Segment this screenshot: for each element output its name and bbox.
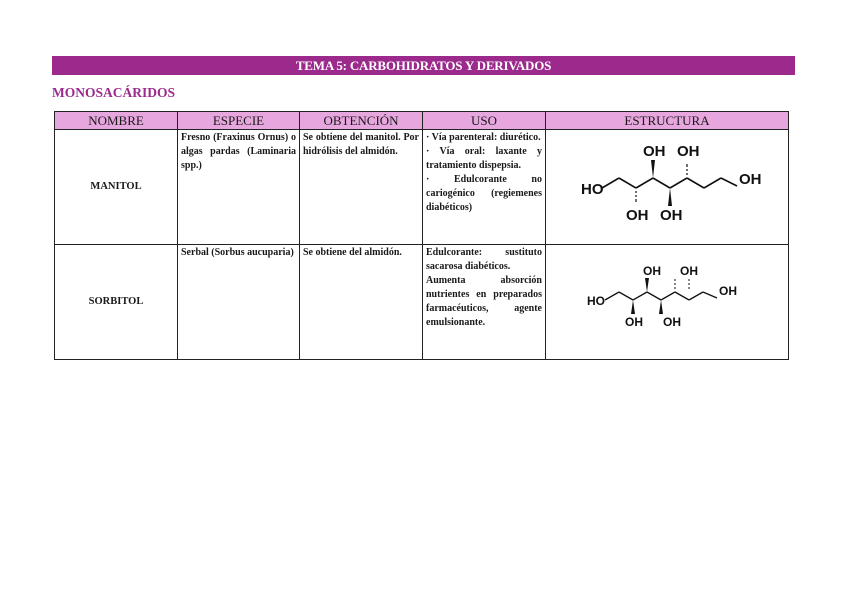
species-cell: Fresno (Fraxinus Ornus) o algas pardas (Laminaria spp.) [178, 130, 300, 245]
structure-label: OH [677, 142, 700, 160]
structure-label: OH [643, 142, 666, 160]
section-heading: MONOSACÁRIDOS [52, 85, 176, 100]
structure-label: OH [625, 314, 643, 329]
structure-label: OH [660, 206, 683, 224]
structure-label: HO [581, 180, 604, 198]
column-header-estructura: ESTRUCTURA [546, 112, 789, 130]
table-row [55, 130, 789, 245]
monosaccharides-table [54, 111, 789, 360]
compound-name: SORBITOL [55, 245, 178, 360]
use-line: · Vía oral: laxante y tratamiento dispepsia. [426, 146, 542, 171]
column-header-obtencion: OBTENCIÓN [300, 112, 423, 130]
structure-label: OH [680, 263, 698, 278]
structure-label: HO [587, 293, 605, 308]
column-header-uso: USO [423, 112, 546, 130]
sorbitol-structure-diagram [577, 262, 757, 338]
obtention-cell: Se obtiene del manitol. Por hidrólisis del almidón. [300, 130, 423, 245]
use-cell [423, 130, 546, 245]
column-header-nombre: NOMBRE [55, 112, 178, 130]
obtention-cell: Se obtiene del almidón. [300, 245, 423, 360]
mannitol-structure-diagram [567, 140, 767, 230]
structure-cell [546, 130, 789, 245]
use-line: Edulcorante: sustituto sacarosa diabéticos. [426, 247, 542, 272]
column-header-especie: ESPECIE [178, 112, 300, 130]
structure-label: OH [626, 206, 649, 224]
table-row [55, 245, 789, 360]
use-line: · Vía parenteral: diurético. [426, 132, 541, 143]
structure-cell [546, 245, 789, 360]
table-header-row [55, 112, 789, 130]
structure-label: OH [643, 263, 661, 278]
page-title: TEMA 5: CARBOHIDRATOS Y DERIVADOS [52, 56, 795, 75]
use-cell [423, 245, 546, 360]
structure-label: OH [719, 283, 737, 298]
use-line: · Edulcorante no cariogénico (regiemenes diabéticos) [426, 174, 542, 213]
use-line: Aumenta absorción nutrientes en preparados farmacéuticos, agente emulsionante. [426, 275, 542, 328]
species-cell: Serbal (Sorbus aucuparia) [178, 245, 300, 360]
compound-name: MANITOL [55, 130, 178, 245]
structure-label: OH [663, 314, 681, 329]
structure-label: OH [739, 170, 762, 188]
